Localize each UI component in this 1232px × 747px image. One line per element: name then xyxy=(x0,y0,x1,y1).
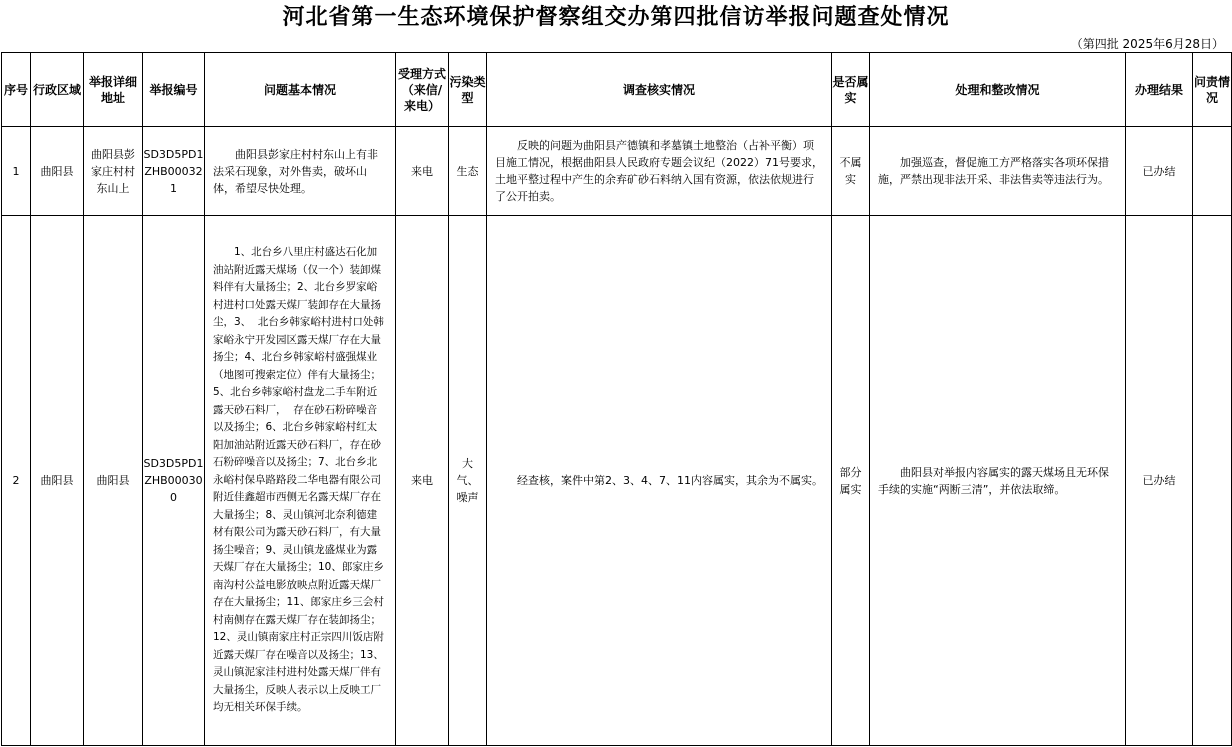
cell-region: 曲阳县 xyxy=(31,216,84,746)
cell-accountability xyxy=(1193,216,1232,746)
header-investigation: 调查核实情况 xyxy=(487,53,832,127)
cell-address: 曲阳县彭家庄村村东山上 xyxy=(84,127,143,216)
cell-investigation: 反映的问题为曲阳县产德镇和孝墓镇土地整治（占补平衡）项目施工情况，根据曲阳县人民政府专题会议纪（2022）71号要求，土地平整过程中产生的余弃矿砂石料纳入国有资源，依法依规进行了公开拍卖。 xyxy=(487,127,832,216)
cell-result: 已办结 xyxy=(1126,127,1193,216)
header-region: 行政区域 xyxy=(31,53,84,127)
cell-verified: 不属实 xyxy=(832,127,870,216)
cell-handling: 加强巡查，督促施工方严格落实各项环保措施，严禁出现非法开采、非法售卖等违法行为。 xyxy=(870,127,1126,216)
batch-date: （第四批 2025年6月28日） xyxy=(1070,37,1224,51)
header-address: 举报详细地址 xyxy=(84,53,143,127)
cell-pollution: 生态 xyxy=(449,127,487,216)
cell-method: 来电 xyxy=(396,216,449,746)
cell-investigation: 经查核，案件中第2、3、4、7、11内容属实，其余为不属实。 xyxy=(487,216,832,746)
case-table xyxy=(1,52,1232,746)
page-title: 河北省第一生态环境保护督察组交办第四批信访举报问题查处情况 xyxy=(282,5,950,30)
cell-method: 来电 xyxy=(396,127,449,216)
table-row xyxy=(2,127,1232,216)
cell-pollution: 大气、噪声 xyxy=(449,216,487,746)
header-verified: 是否属实 xyxy=(832,53,870,127)
cell-verified: 部分属实 xyxy=(832,216,870,746)
table-header-row xyxy=(2,53,1232,127)
cell-result: 已办结 xyxy=(1126,216,1193,746)
cell-seq: 1 xyxy=(2,127,31,216)
cell-problem: 1、北台乡八里庄村盛达石化加油站附近露天煤场（仅一个）装卸煤料伴有大量扬尘；2、北台乡罗家峪村进村口处露天煤厂装卸存在大量扬尘，3、 北台乡韩家峪村进村口处韩家峪永宁开发园区露天煤厂存在大量扬尘；4、北台乡韩家峪村盛强煤业（地图可搜索定位）伴有大量扬尘；5、北台乡韩家峪村盘龙二手车附近露天砂石料厂， 存在砂石粉碎噪音以及扬尘；6、北台乡韩家峪村红太阳加油站附近露天砂石料厂，存在砂石粉碎噪音以及扬尘；7、北台乡北永峪村保阜路路段二华电器有限公司附近佳鑫超市西侧无名露天煤厂存在大量扬尘；8、灵山镇河北奈利德建材有限公司为露天砂石料厂，有大量扬尘噪音；9、灵山镇龙盛煤业为露天煤厂存在大量扬尘；10、郎家庄乡南沟村公益电影放映点附近露天煤厂存在大量扬尘；11、郎家庄乡三会村村南侧存在露天煤厂存在装卸扬尘；12、灵山镇南家庄村正宗四川饭店附近露天煤厂存在噪音以及扬尘；13、灵山镇泥家洼村进村处露天煤厂伴有大量扬尘，反映人表示以上反映工厂均无相关环保手续。 xyxy=(205,216,396,746)
cell-report-no: SD3D5PD1ZHB000321 xyxy=(143,127,205,216)
header-pollution: 污染类型 xyxy=(449,53,487,127)
header-method: 受理方式（来信/来电） xyxy=(396,53,449,127)
header-handling: 处理和整改情况 xyxy=(870,53,1126,127)
cell-problem: 曲阳县彭家庄村村东山上有非法采石现象，对外售卖，破坏山体，希望尽快处理。 xyxy=(205,127,396,216)
header-result: 办理结果 xyxy=(1126,53,1193,127)
cell-handling: 曲阳县对举报内容属实的露天煤场且无环保手续的实施“两断三清”，并依法取缔。 xyxy=(870,216,1126,746)
header-problem: 问题基本情况 xyxy=(205,53,396,127)
header-report-no: 举报编号 xyxy=(143,53,205,127)
cell-seq: 2 xyxy=(2,216,31,746)
header-accountability: 问责情况 xyxy=(1193,53,1232,127)
cell-region: 曲阳县 xyxy=(31,127,84,216)
cell-accountability xyxy=(1193,127,1232,216)
header-seq: 序号 xyxy=(2,53,31,127)
cell-report-no: SD3D5PD1ZHB000300 xyxy=(143,216,205,746)
cell-address: 曲阳县 xyxy=(84,216,143,746)
table-row xyxy=(2,216,1232,746)
